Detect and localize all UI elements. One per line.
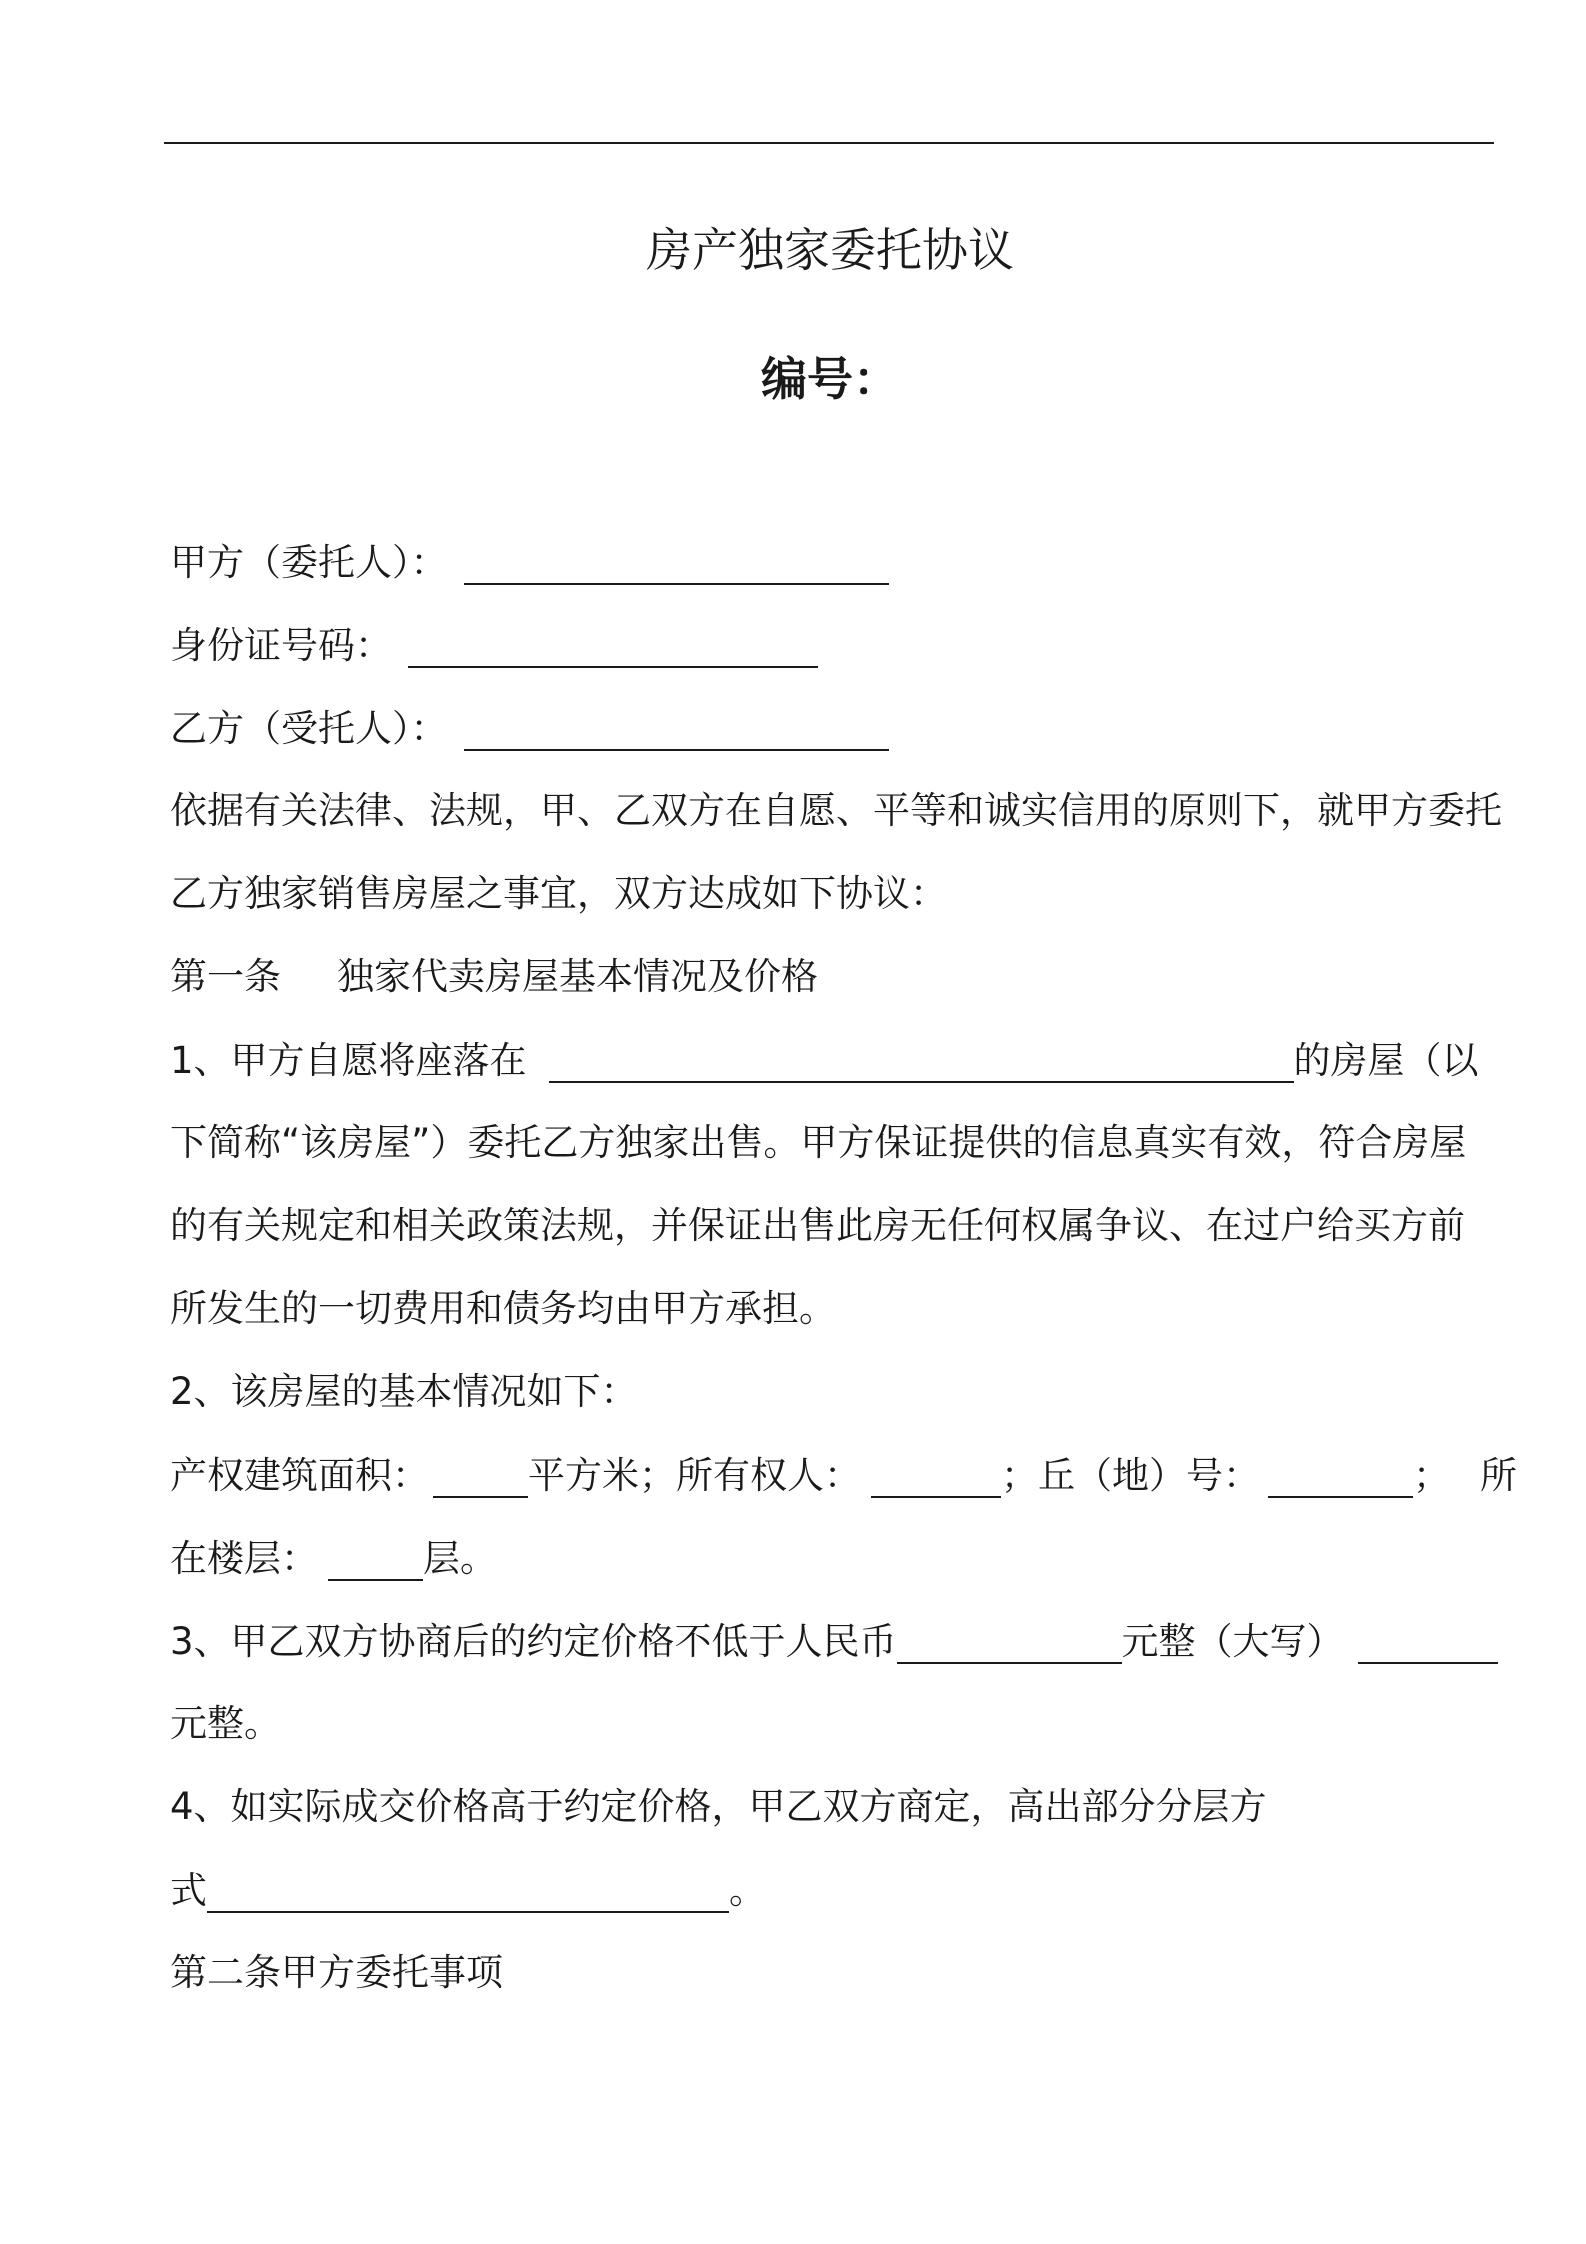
clause-1-text-a: 1、甲方自愿将座落在 (170, 1039, 527, 1082)
floor-label: 在楼层： (170, 1537, 318, 1580)
article-2-title: 甲方委托事项 (281, 1951, 503, 1994)
intro-line-1: 依据有关法律、法规，甲、乙双方在自愿、平等和诚实信用的原则下，就甲方委托 (170, 789, 1502, 832)
party-a-label: 甲方（委托人）： (170, 541, 448, 584)
id-number-blank[interactable] (408, 626, 818, 668)
id-number-label: 身份证号码： (170, 624, 392, 667)
owner-blank[interactable] (871, 1456, 1001, 1498)
clause-1-line-2: 下简称“该房屋”）委托乙方独家出售。甲方保证提供的信息真实有效，符合房屋 (170, 1121, 1467, 1164)
party-a-line (170, 543, 889, 585)
article-1-heading (170, 955, 818, 998)
floor-prefix-a: ； (1413, 1454, 1450, 1497)
floor-prefix-b: 所 (1480, 1454, 1517, 1497)
area-label: 产权建筑面积： (170, 1454, 429, 1497)
area-blank[interactable] (433, 1456, 528, 1498)
plot-number-blank[interactable] (1268, 1456, 1413, 1498)
party-b-line (170, 709, 889, 751)
intro-line-2: 乙方独家销售房屋之事宜，双方达成如下协议： (170, 872, 947, 915)
party-a-blank[interactable] (464, 543, 889, 585)
document-number-label: 编号： (761, 352, 899, 406)
article-2-number: 第二条 (170, 1951, 281, 1994)
clause-1-line-1 (170, 1041, 1479, 1083)
clause-1-line-4: 所发生的一切费用和债务均由甲方承担。 (170, 1287, 836, 1330)
method-end: 。 (729, 1869, 766, 1912)
property-location-blank[interactable] (549, 1041, 1294, 1083)
plot-number-label: ；丘（地）号： (1001, 1454, 1260, 1497)
clause-4-line-2 (170, 1871, 766, 1913)
price-label: 3、甲乙双方协商后的约定价格不低于人民币 (170, 1620, 897, 1663)
party-b-blank[interactable] (464, 709, 889, 751)
price-figures-blank[interactable] (897, 1622, 1122, 1664)
floor-blank[interactable] (328, 1539, 423, 1581)
owner-label: 平方米；所有权人： (528, 1454, 861, 1497)
article-1-number: 第一条 (170, 955, 281, 998)
clause-2-heading: 2、该房屋的基本情况如下： (170, 1370, 638, 1413)
method-label: 式 (170, 1869, 207, 1912)
article-1-title: 独家代卖房屋基本情况及价格 (337, 955, 818, 998)
party-b-label: 乙方（受托人）： (170, 707, 448, 750)
clause-1-text-b: 的房屋（以 (1293, 1039, 1479, 1082)
header-rule (164, 142, 1494, 144)
price-words-blank[interactable] (1358, 1622, 1498, 1664)
method-blank[interactable] (207, 1871, 729, 1913)
article-2-heading (170, 1951, 503, 1994)
price-words-label: 元整（大写） (1121, 1620, 1344, 1663)
clause-3-line-1 (170, 1622, 1498, 1664)
clause-3-line-2: 元整。 (170, 1702, 281, 1745)
clause-4-line-1: 4、如实际成交价格高于约定价格，甲乙双方商定，高出部分分层方 (170, 1785, 1267, 1828)
document-title: 房产独家委托协议 (646, 223, 1014, 277)
property-info-line-1 (170, 1456, 1517, 1498)
clause-1-line-3: 的有关规定和相关政策法规，并保证出售此房无任何权属争议、在过户给买方前 (170, 1204, 1465, 1247)
id-number-line (170, 626, 818, 668)
property-info-line-2 (170, 1539, 497, 1581)
floor-unit: 层。 (423, 1537, 497, 1580)
